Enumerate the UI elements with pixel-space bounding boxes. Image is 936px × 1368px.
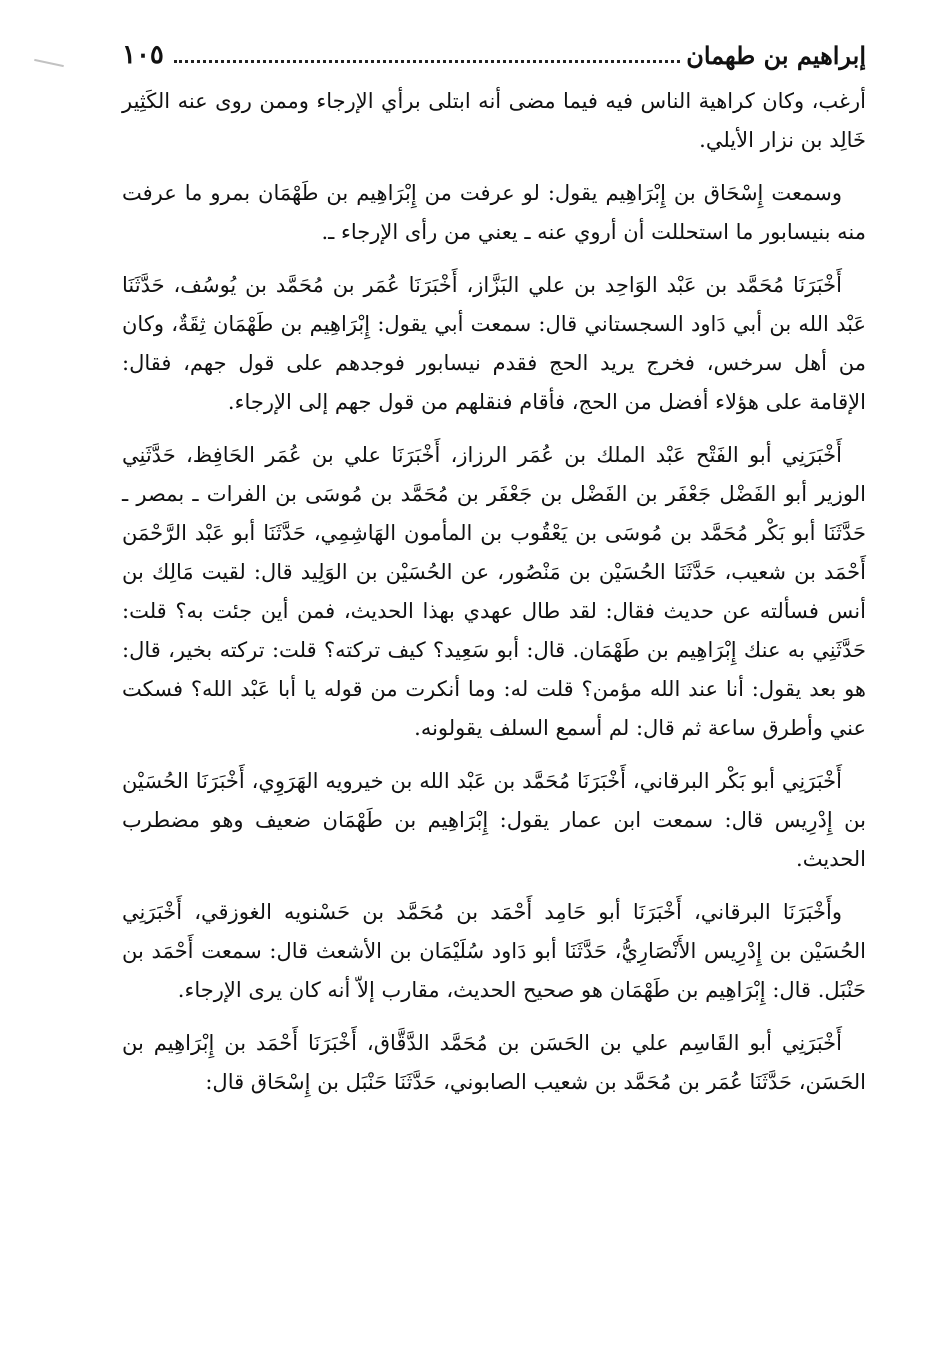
paragraph: أَخْبَرَنِي أبو الفَتْح عَبْد الملك بن عُمَر الرزاز، أَخْبَرَنَا علي بن عُمَر الحَافِظ، حَدَّثَنِي الوزير أبو الفَضْل جَعْفَر بن الفَضْل بن جَعْفَر بن مُحَمَّد بن مُوسَى بن الفرات ـ بمصر ـ حَدَّثَنَا أبو بَكْر مُحَمَّد بن مُوسَى بن يَعْقُوب بن المأمون الهَاشِمِي، حَدَّثَنَا أبو عَبْد الرَّحْمَن أَحْمَد بن شعيب، حَدَّثَنَا الحُسَيْن بن مَنْصُور، عن الحُسَيْن بن الوَلِيد قال: لقيت مَالِك بن أنس فسألته عن حديث فقال: لقد طال عهدي بهذا الحديث، فمن أين جئت به؟ قلت: حَدَّثَنِي به عنك إِبْرَاهِيم بن طَهْمَان. قال: أبو سَعِيد؟ كيف تركته؟ قلت: تركته بخير، قال: هو بعد يقول: أنا عند الله مؤمن؟ قلت له: وما أنكرت من قوله يا أبا عَبْد الله؟ فسكت عني وأطرق ساعة ثم قال: لم أسمع السلف يقولونه.	[122, 443, 866, 740]
header-dot-leader	[174, 60, 680, 63]
paragraph: وسمعت إِسْحَاق بن إِبْرَاهِيم يقول: لو عرفت من إِبْرَاهِيم بن طَهْمَان بمرو ما عرفت منه بنيسابور ما استحللت أن أروي عنه ـ يعني من رأى الإرجاء ـ.	[122, 181, 866, 244]
scan-artifact	[34, 59, 64, 67]
paragraph: أَخْبَرَنِي أبو بَكْر البرقاني، أَخْبَرَنَا مُحَمَّد بن عَبْد الله بن خيرويه الهَرَوِي، أَخْبَرَنَا الحُسَيْن بن إِدْرِيس قال: سمعت ابن عمار يقول: إِبْرَاهِيم بن طَهْمَان ضعيف وهو مضطرب الحديث.	[122, 769, 866, 871]
paragraph: أَخْبَرَنِي أبو القَاسِم علي بن الحَسَن بن مُحَمَّد الدَّقَّاق، أَخْبَرَنَا أَحْمَد بن إِبْرَاهِيم بن الحَسَن، حَدَّثَنَا عُمَر بن مُحَمَّد بن شعيب الصابوني، حَدَّثَنَا حَنْبَل بن إِسْحَاق قال:	[122, 1031, 866, 1094]
paragraph: أَخْبَرَنَا مُحَمَّد بن عَبْد الوَاحِد بن علي البَزَّاز، أَخْبَرَنَا عُمَر بن مُحَمَّد بن يُوسُف، حَدَّثَنَا عَبْد الله بن أبي دَاود السجستاني قال: سمعت أبي يقول: إِبْرَاهِيم بن طَهْمَان ثِقَةٌ، وكان من أهل سرخس، فخرج يريد الحج فقدم نيسابور فوجدهم على قول جهم، فقال: الإقامة على هؤلاء أفضل من الحج، فأقام فنقلهم من قول جهم إلى الإرجاء.	[122, 273, 866, 414]
paragraph: وأَخْبَرَنَا البرقاني، أَخْبَرَنَا أبو حَامِد أَحْمَد بن مُحَمَّد بن حَسْنويه الغوزقي، أَخْبَرَنِي الحُسَيْن بن إِدْرِيس الأَنْصَارِيُّ، حَدَّثَنَا أبو دَاود سُلَيْمَان بن الأشعث قال: سمعت أَحْمَد بن حَنْبَل. قال: إِبْرَاهِيم بن طَهْمَان هو صحيح الحديث، مقارب إلاّ أنه كان يرى الإرجاء.	[122, 900, 866, 1002]
header-title: إبراهيم بن طهمان	[686, 41, 866, 70]
running-header	[122, 30, 866, 70]
page-number: ١٠٥	[122, 40, 164, 70]
page-body	[122, 82, 866, 1102]
paragraph: أرغب، وكان كراهية الناس فيه فيما مضى أنه ابتلى برأي الإرجاء وممن روى عنه الكَثِير خَالِد بن نزار الأيلي.	[122, 89, 866, 152]
